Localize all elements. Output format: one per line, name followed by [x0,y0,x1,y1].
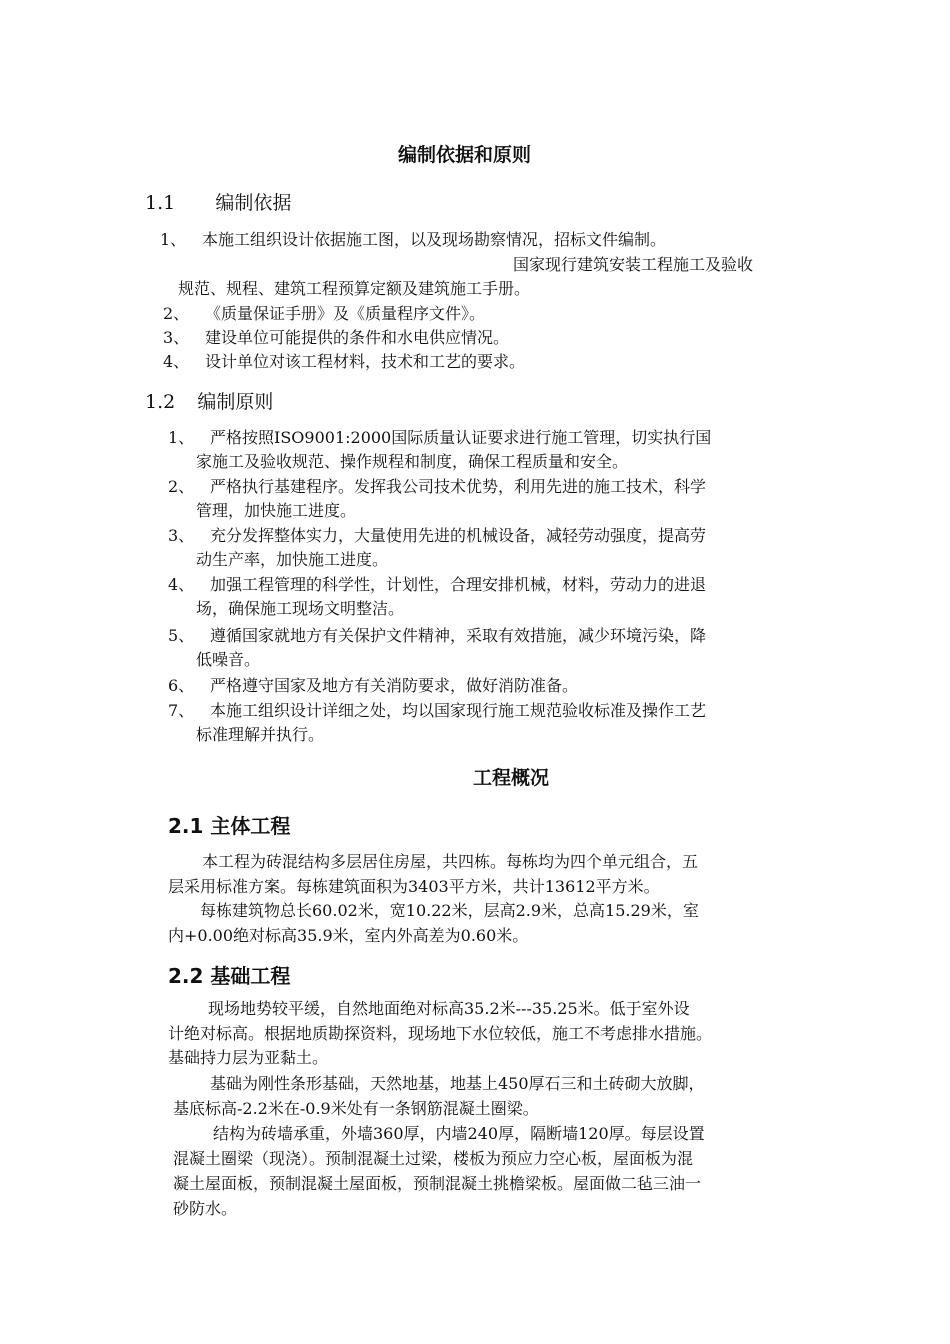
item-text-cont: 场，确保施工现场文明整洁。 [196,599,405,618]
item-text-cont: 家施工及验收规范、操作规程和制度，确保工程质量和安全。 [196,452,629,471]
item-number: 7、 [168,701,195,720]
section-number: 2.2 [168,964,204,988]
section-2-1-heading [168,810,290,839]
item-number: 1、 [160,230,187,249]
item-number: 2、 [168,477,195,496]
basis-item-1 [160,228,666,252]
foundation-line-6: 结构为砖墙承重，外墙360厚，内墙240厚，隔断墙120厚。每层设置 [213,1124,705,1143]
foundation-line-9: 砂防水。 [173,1199,238,1218]
heading-basis-principles: 编制依据和原则 [398,144,532,166]
section-number: 1.1 [145,192,176,214]
item-text: 建设单位可能提供的条件和水电供应情况。 [205,328,510,347]
item-text: 《质量保证手册》及《质量程序文件》。 [205,304,486,323]
item-text: 设计单位对该工程材料，技术和工艺的要求。 [205,352,526,371]
item-text: 本施工组织设计详细之处，均以国家现行施工规范验收标准及操作工艺 [210,701,707,720]
main-para-2-line-1: 每栋建筑物总长60.02米，宽10.22米，层高2.9米，总高15.29米，室 [200,901,699,920]
section-2-2-heading [168,960,290,989]
item-text-cont: 低噪音。 [196,650,261,669]
foundation-line-7: 混凝土圈梁（现浇）。预制混凝土过梁，楼板为预应力空心板，屋面板为混 [173,1149,694,1168]
basis-item-1-cont-2: 规范、规程、建筑工程预算定额及建筑施工手册。 [178,279,531,298]
foundation-line-3: 基础持力层为亚黏土。 [168,1048,329,1067]
basis-item-4 [163,350,525,374]
principle-item-1 [168,426,711,474]
main-para-2-line-2: 内+0.00绝对标高35.9米，室内外高差为0.60米。 [168,926,529,945]
item-text: 充分发挥整体实力，大量使用先进的机械设备，减轻劳动强度，提高劳 [210,526,707,545]
item-text-cont: 动生产率，加快施工进度。 [196,550,389,569]
item-number: 6、 [168,676,195,695]
item-text-cont: 管理，加快施工进度。 [196,501,357,520]
principle-item-7 [168,699,706,747]
item-text: 严格遵守国家及地方有关消防要求，做好消防准备。 [210,676,579,695]
principle-item-3 [168,524,706,572]
foundation-line-4: 基础为刚性条形基础，天然地基，地基上450厚石三和土砖砌大放脚， [210,1074,705,1093]
item-text: 严格执行基建程序。发挥我公司技术优势，利用先进的施工技术，科学 [210,477,707,496]
item-number: 2、 [163,304,190,323]
item-text-cont: 标准理解并执行。 [196,725,325,744]
item-number: 4、 [168,575,195,594]
main-para-1-line-1: 本工程为砖混结构多层居住房屋，共四栋。每栋均为四个单元组合，五 [202,852,699,871]
item-number: 1、 [168,428,195,447]
principle-item-5 [168,624,706,672]
item-text: 本施工组织设计依据施工图，以及现场勘察情况，招标文件编制。 [202,230,667,249]
section-number: 2.1 [168,814,204,838]
section-title: 基础工程 [210,964,291,988]
basis-item-3 [163,326,509,350]
principle-item-6 [168,674,578,698]
item-number: 5、 [168,626,195,645]
principle-item-2 [168,475,706,523]
item-text: 遵循国家就地方有关保护文件精神，采取有效措施，减少环境污染，降 [210,626,707,645]
item-text: 严格按照ISO9001:2000国际质量认证要求进行施工管理，切实执行国 [210,428,712,447]
main-para-1-line-2: 层采用标准方案。每栋建筑面积为3403平方米，共计13612平方米。 [168,877,660,896]
section-title: 编制依据 [215,192,292,214]
foundation-line-1: 现场地势较平缓，自然地面绝对标高35.2米---35.25米。低于室外设 [208,999,690,1018]
section-1-2-heading [145,387,273,414]
section-title: 编制原则 [197,391,274,413]
foundation-line-2: 计绝对标高。根据地质勘探资料，现场地下水位较低，施工不考虑排水措施。 [168,1024,713,1043]
section-number: 1.2 [145,391,176,413]
item-number: 3、 [168,526,195,545]
item-number: 4、 [163,352,190,371]
heading-project-overview: 工程概况 [473,767,550,789]
principle-item-4 [168,573,706,621]
foundation-line-8: 凝土屋面板，预制混凝土屋面板，预制混凝土挑檐梁板。屋面做二毡三油一 [173,1174,702,1193]
item-number: 3、 [163,328,190,347]
section-title: 主体工程 [210,814,291,838]
section-1-1-heading [145,188,291,215]
basis-item-1-cont: 国家现行建筑安装工程施工及验收 [513,255,754,274]
foundation-line-5: 基底标高-2.2米在-0.9米处有一条钢筋混凝土圈梁。 [173,1099,539,1118]
item-text: 加强工程管理的科学性，计划性，合理安排机械，材料，劳动力的进退 [210,575,707,594]
basis-item-2 [163,302,485,326]
